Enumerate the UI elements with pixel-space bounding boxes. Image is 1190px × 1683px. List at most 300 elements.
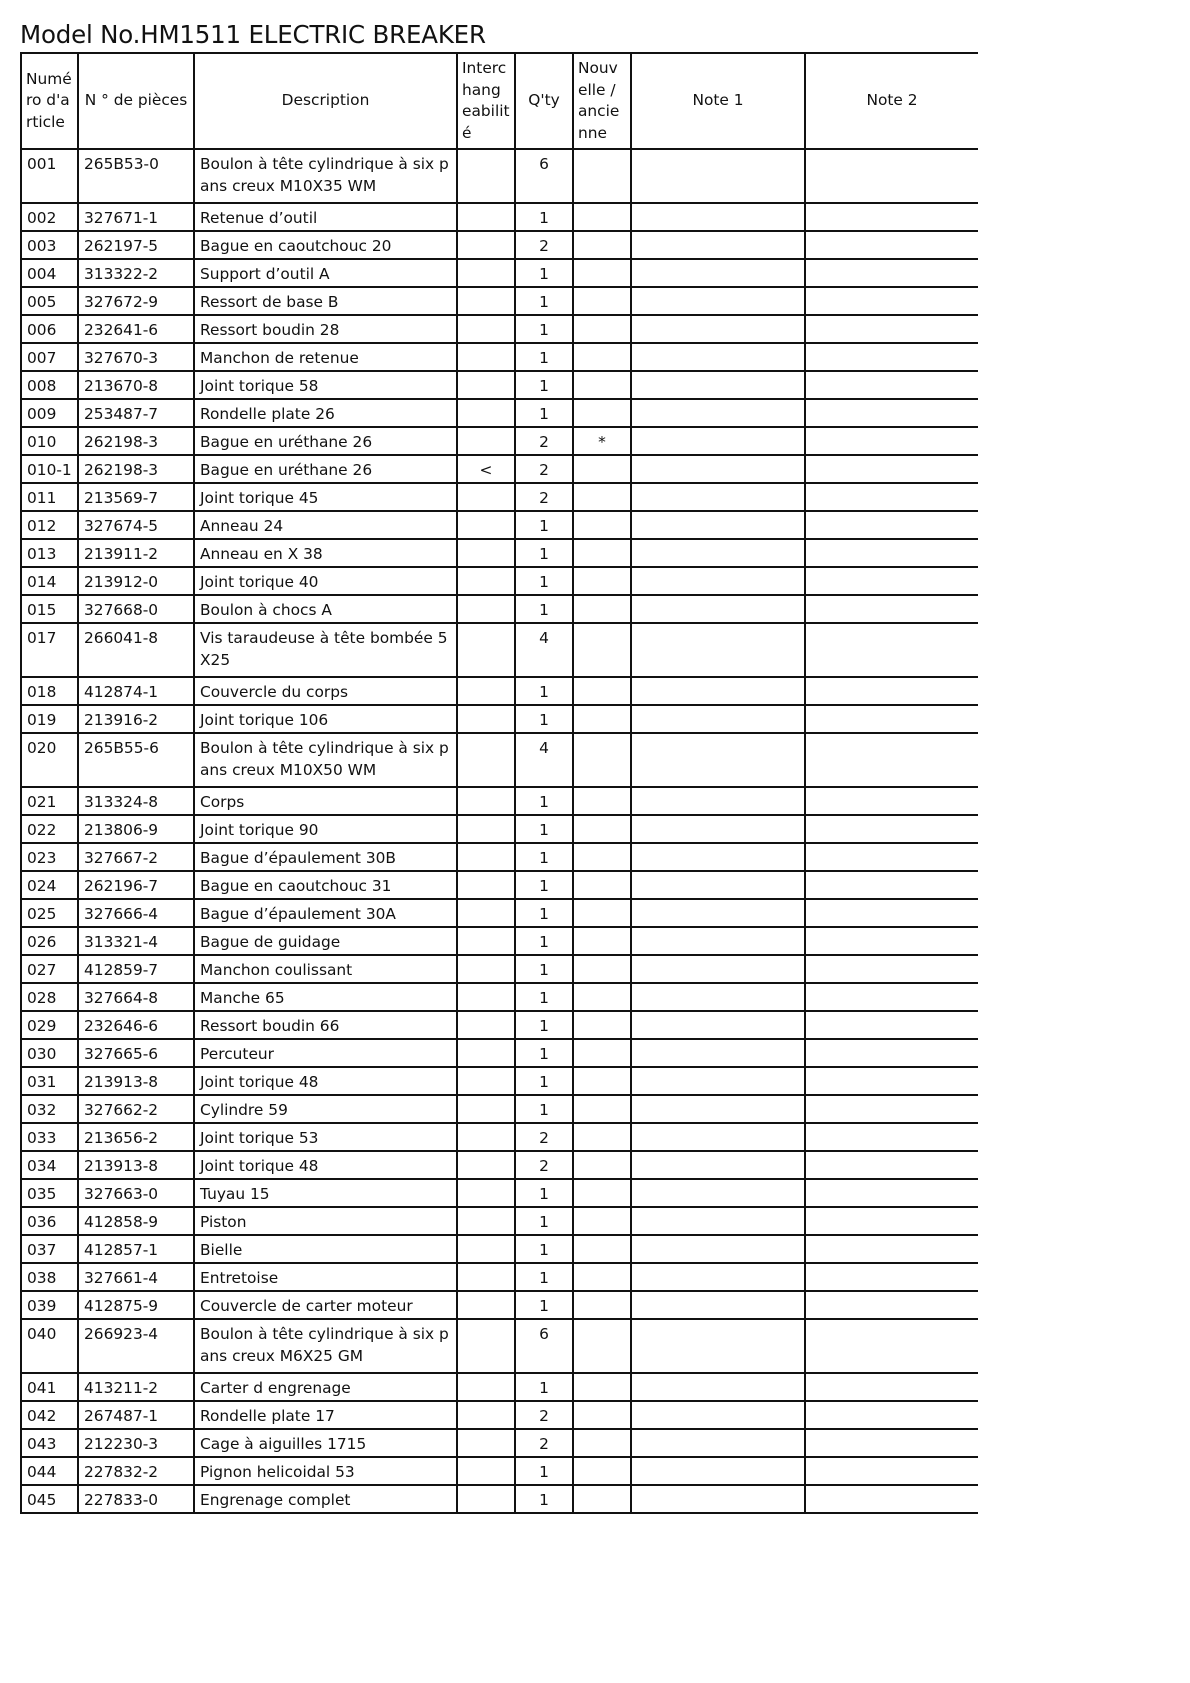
- cell-part-no: 413211-2: [78, 1373, 194, 1401]
- cell-qty: 1: [515, 371, 573, 399]
- cell-qty: 1: [515, 927, 573, 955]
- table-row: [21, 1319, 978, 1373]
- cell-description: Pignon helicoidal 53: [194, 1457, 457, 1485]
- table-row: [21, 259, 978, 287]
- cell-note-2: [805, 815, 978, 843]
- cell-part-no: 262198-3: [78, 427, 194, 455]
- cell-interchangeability: [457, 927, 515, 955]
- cell-note-2: [805, 427, 978, 455]
- cell-note-2: [805, 1095, 978, 1123]
- cell-new-old: [573, 677, 631, 705]
- cell-note-1: [631, 1485, 805, 1513]
- cell-item-no: 004: [21, 259, 78, 287]
- cell-note-1: [631, 1151, 805, 1179]
- cell-note-1: [631, 955, 805, 983]
- cell-new-old: [573, 595, 631, 623]
- cell-interchangeability: [457, 1235, 515, 1263]
- cell-new-old: [573, 1263, 631, 1291]
- cell-part-no: 232646-6: [78, 1011, 194, 1039]
- cell-description: Vis taraudeuse à tête bombée 5X25: [194, 623, 457, 677]
- cell-item-no: 010: [21, 427, 78, 455]
- cell-note-1: [631, 815, 805, 843]
- cell-qty: 1: [515, 511, 573, 539]
- cell-part-no: 212230-3: [78, 1429, 194, 1457]
- cell-part-no: 327668-0: [78, 595, 194, 623]
- cell-interchangeability: [457, 983, 515, 1011]
- cell-new-old: [573, 927, 631, 955]
- cell-item-no: 017: [21, 623, 78, 677]
- cell-part-no: 412859-7: [78, 955, 194, 983]
- cell-qty: 1: [515, 203, 573, 231]
- table-row: [21, 1291, 978, 1319]
- cell-new-old: [573, 1429, 631, 1457]
- cell-note-2: [805, 1235, 978, 1263]
- cell-description: Joint torique 45: [194, 483, 457, 511]
- cell-part-no: 327674-5: [78, 511, 194, 539]
- cell-part-no: 327661-4: [78, 1263, 194, 1291]
- cell-part-no: 412858-9: [78, 1207, 194, 1235]
- table-row: [21, 427, 978, 455]
- cell-part-no: 213913-8: [78, 1151, 194, 1179]
- cell-item-no: 040: [21, 1319, 78, 1373]
- cell-note-2: [805, 455, 978, 483]
- cell-item-no: 042: [21, 1401, 78, 1429]
- cell-interchangeability: [457, 1011, 515, 1039]
- cell-note-2: [805, 787, 978, 815]
- cell-qty: 6: [515, 149, 573, 203]
- parts-table: [20, 52, 978, 1514]
- cell-new-old: [573, 1457, 631, 1485]
- cell-note-2: [805, 1067, 978, 1095]
- cell-description: Engrenage complet: [194, 1485, 457, 1513]
- cell-part-no: 412857-1: [78, 1235, 194, 1263]
- cell-part-no: 213912-0: [78, 567, 194, 595]
- cell-note-2: [805, 539, 978, 567]
- cell-note-1: [631, 343, 805, 371]
- cell-qty: 1: [515, 815, 573, 843]
- cell-note-1: [631, 733, 805, 787]
- cell-new-old: [573, 787, 631, 815]
- cell-item-no: 036: [21, 1207, 78, 1235]
- cell-note-2: [805, 231, 978, 259]
- cell-new-old: [573, 343, 631, 371]
- cell-interchangeability: [457, 343, 515, 371]
- cell-part-no: 266923-4: [78, 1319, 194, 1373]
- cell-interchangeability: [457, 1151, 515, 1179]
- cell-note-2: [805, 259, 978, 287]
- cell-note-2: [805, 343, 978, 371]
- cell-qty: 1: [515, 705, 573, 733]
- cell-qty: 1: [515, 983, 573, 1011]
- cell-new-old: [573, 705, 631, 733]
- cell-part-no: 213670-8: [78, 371, 194, 399]
- cell-interchangeability: [457, 483, 515, 511]
- cell-item-no: 003: [21, 231, 78, 259]
- cell-note-2: [805, 1151, 978, 1179]
- cell-item-no: 008: [21, 371, 78, 399]
- cell-note-1: [631, 539, 805, 567]
- cell-note-2: [805, 1457, 978, 1485]
- cell-new-old: [573, 511, 631, 539]
- cell-new-old: [573, 567, 631, 595]
- cell-note-2: [805, 399, 978, 427]
- cell-interchangeability: [457, 787, 515, 815]
- cell-description: Bague en caoutchouc 20: [194, 231, 457, 259]
- cell-note-1: [631, 1123, 805, 1151]
- cell-item-no: 021: [21, 787, 78, 815]
- table-row: [21, 871, 978, 899]
- cell-new-old: [573, 371, 631, 399]
- cell-item-no: 031: [21, 1067, 78, 1095]
- cell-interchangeability: [457, 1179, 515, 1207]
- cell-new-old: [573, 315, 631, 343]
- table-row: [21, 1401, 978, 1429]
- table-row: [21, 1263, 978, 1291]
- table-row: [21, 1207, 978, 1235]
- table-row: [21, 203, 978, 231]
- cell-note-1: [631, 787, 805, 815]
- table-row: [21, 705, 978, 733]
- cell-part-no: 213913-8: [78, 1067, 194, 1095]
- table-row: [21, 843, 978, 871]
- cell-new-old: [573, 623, 631, 677]
- table-row: [21, 371, 978, 399]
- cell-item-no: 030: [21, 1039, 78, 1067]
- table-row: [21, 623, 978, 677]
- cell-interchangeability: [457, 567, 515, 595]
- cell-interchangeability: [457, 595, 515, 623]
- cell-part-no: 253487-7: [78, 399, 194, 427]
- cell-interchangeability: [457, 1207, 515, 1235]
- table-header-row: [21, 53, 978, 149]
- cell-description: Joint torique 53: [194, 1123, 457, 1151]
- cell-description: Rondelle plate 17: [194, 1401, 457, 1429]
- cell-qty: 1: [515, 343, 573, 371]
- cell-new-old: [573, 983, 631, 1011]
- cell-item-no: 018: [21, 677, 78, 705]
- cell-description: Rondelle plate 26: [194, 399, 457, 427]
- cell-qty: 4: [515, 733, 573, 787]
- cell-note-2: [805, 203, 978, 231]
- cell-interchangeability: [457, 1319, 515, 1373]
- cell-part-no: 265B55-6: [78, 733, 194, 787]
- cell-note-1: [631, 1179, 805, 1207]
- table-row: [21, 983, 978, 1011]
- cell-description: Support d’outil A: [194, 259, 457, 287]
- cell-qty: 1: [515, 1207, 573, 1235]
- table-row: [21, 567, 978, 595]
- cell-interchangeability: [457, 733, 515, 787]
- cell-note-1: [631, 705, 805, 733]
- cell-item-no: 007: [21, 343, 78, 371]
- cell-description: Boulon à chocs A: [194, 595, 457, 623]
- cell-note-1: [631, 315, 805, 343]
- cell-item-no: 044: [21, 1457, 78, 1485]
- cell-qty: 2: [515, 231, 573, 259]
- cell-note-1: [631, 483, 805, 511]
- cell-interchangeability: [457, 623, 515, 677]
- cell-interchangeability: [457, 427, 515, 455]
- cell-note-1: [631, 1067, 805, 1095]
- table-row: [21, 483, 978, 511]
- cell-qty: 1: [515, 287, 573, 315]
- cell-note-2: [805, 511, 978, 539]
- cell-description: Manchon coulissant: [194, 955, 457, 983]
- cell-note-1: [631, 1457, 805, 1485]
- cell-interchangeability: [457, 815, 515, 843]
- cell-note-1: [631, 927, 805, 955]
- cell-part-no: 327664-8: [78, 983, 194, 1011]
- cell-description: Entretoise: [194, 1263, 457, 1291]
- cell-description: Manchon de retenue: [194, 343, 457, 371]
- cell-part-no: 213569-7: [78, 483, 194, 511]
- cell-new-old: [573, 843, 631, 871]
- cell-new-old: [573, 1123, 631, 1151]
- cell-interchangeability: [457, 371, 515, 399]
- cell-part-no: 227833-0: [78, 1485, 194, 1513]
- cell-new-old: [573, 203, 631, 231]
- cell-description: Corps: [194, 787, 457, 815]
- cell-qty: 4: [515, 623, 573, 677]
- cell-item-no: 039: [21, 1291, 78, 1319]
- header-new-old: Nouvelle / ancienne: [573, 53, 631, 149]
- cell-part-no: 262198-3: [78, 455, 194, 483]
- cell-new-old: [573, 1179, 631, 1207]
- cell-new-old: [573, 899, 631, 927]
- cell-description: Couvercle du corps: [194, 677, 457, 705]
- document-title: Model No.HM1511 ELECTRIC BREAKER: [20, 20, 486, 49]
- cell-interchangeability: [457, 539, 515, 567]
- cell-part-no: 327670-3: [78, 343, 194, 371]
- cell-item-no: 026: [21, 927, 78, 955]
- cell-note-1: [631, 427, 805, 455]
- cell-qty: 2: [515, 1401, 573, 1429]
- cell-interchangeability: <: [457, 455, 515, 483]
- cell-note-2: [805, 843, 978, 871]
- cell-interchangeability: [457, 1485, 515, 1513]
- cell-note-1: [631, 1095, 805, 1123]
- cell-new-old: [573, 1401, 631, 1429]
- cell-part-no: 313324-8: [78, 787, 194, 815]
- cell-part-no: 213916-2: [78, 705, 194, 733]
- cell-note-1: [631, 511, 805, 539]
- cell-note-2: [805, 1011, 978, 1039]
- cell-interchangeability: [457, 677, 515, 705]
- cell-item-no: 032: [21, 1095, 78, 1123]
- cell-description: Bague en caoutchouc 31: [194, 871, 457, 899]
- table-row: [21, 1011, 978, 1039]
- cell-note-1: [631, 231, 805, 259]
- cell-note-1: [631, 1039, 805, 1067]
- cell-part-no: 232641-6: [78, 315, 194, 343]
- cell-interchangeability: [457, 1067, 515, 1095]
- cell-qty: 1: [515, 1485, 573, 1513]
- cell-item-no: 011: [21, 483, 78, 511]
- cell-interchangeability: [457, 871, 515, 899]
- cell-note-2: [805, 149, 978, 203]
- table-row: [21, 1151, 978, 1179]
- table-row: [21, 1429, 978, 1457]
- cell-part-no: 213806-9: [78, 815, 194, 843]
- cell-new-old: [573, 871, 631, 899]
- cell-interchangeability: [457, 1401, 515, 1429]
- cell-description: Anneau 24: [194, 511, 457, 539]
- cell-note-1: [631, 843, 805, 871]
- cell-interchangeability: [457, 287, 515, 315]
- cell-interchangeability: [457, 1095, 515, 1123]
- cell-interchangeability: [457, 1039, 515, 1067]
- cell-interchangeability: [457, 259, 515, 287]
- cell-qty: 1: [515, 677, 573, 705]
- cell-note-2: [805, 871, 978, 899]
- cell-interchangeability: [457, 231, 515, 259]
- cell-note-1: [631, 1291, 805, 1319]
- cell-note-2: [805, 567, 978, 595]
- cell-new-old: [573, 149, 631, 203]
- cell-item-no: 022: [21, 815, 78, 843]
- cell-new-old: [573, 455, 631, 483]
- cell-new-old: [573, 1151, 631, 1179]
- cell-part-no: 313321-4: [78, 927, 194, 955]
- cell-part-no: 327663-0: [78, 1179, 194, 1207]
- cell-part-no: 327667-2: [78, 843, 194, 871]
- cell-item-no: 023: [21, 843, 78, 871]
- cell-note-2: [805, 705, 978, 733]
- cell-qty: 1: [515, 1291, 573, 1319]
- table-row: [21, 815, 978, 843]
- cell-note-1: [631, 1319, 805, 1373]
- cell-note-2: [805, 287, 978, 315]
- table-row: [21, 1179, 978, 1207]
- cell-interchangeability: [457, 1373, 515, 1401]
- cell-new-old: [573, 1207, 631, 1235]
- cell-note-2: [805, 1039, 978, 1067]
- cell-part-no: 262196-7: [78, 871, 194, 899]
- cell-qty: 1: [515, 1067, 573, 1095]
- cell-note-2: [805, 677, 978, 705]
- cell-note-2: [805, 1319, 978, 1373]
- cell-description: Joint torique 48: [194, 1067, 457, 1095]
- cell-note-2: [805, 1207, 978, 1235]
- cell-interchangeability: [457, 705, 515, 733]
- cell-description: Manche 65: [194, 983, 457, 1011]
- cell-qty: 1: [515, 1179, 573, 1207]
- cell-new-old: [573, 1485, 631, 1513]
- cell-item-no: 027: [21, 955, 78, 983]
- header-interchangeability: Interchangeabilité: [457, 53, 515, 149]
- cell-part-no: 262197-5: [78, 231, 194, 259]
- cell-item-no: 029: [21, 1011, 78, 1039]
- cell-new-old: [573, 733, 631, 787]
- cell-note-2: [805, 1485, 978, 1513]
- cell-part-no: 213656-2: [78, 1123, 194, 1151]
- cell-description: Bague d’épaulement 30B: [194, 843, 457, 871]
- table-row: [21, 1123, 978, 1151]
- cell-part-no: 227832-2: [78, 1457, 194, 1485]
- table-row: [21, 343, 978, 371]
- table-row: [21, 927, 978, 955]
- cell-interchangeability: [457, 315, 515, 343]
- cell-description: Bague en uréthane 26: [194, 455, 457, 483]
- cell-item-no: 006: [21, 315, 78, 343]
- table-row: [21, 511, 978, 539]
- cell-new-old: [573, 539, 631, 567]
- cell-note-2: [805, 1401, 978, 1429]
- cell-note-2: [805, 595, 978, 623]
- cell-item-no: 020: [21, 733, 78, 787]
- cell-note-1: [631, 1373, 805, 1401]
- header-note-1: Note 1: [631, 53, 805, 149]
- cell-qty: 1: [515, 871, 573, 899]
- table-row: [21, 787, 978, 815]
- cell-note-1: [631, 567, 805, 595]
- cell-item-no: 033: [21, 1123, 78, 1151]
- cell-description: Boulon à tête cylindrique à six pans creux M10X50 WM: [194, 733, 457, 787]
- cell-qty: 1: [515, 843, 573, 871]
- cell-new-old: [573, 1067, 631, 1095]
- cell-note-2: [805, 1291, 978, 1319]
- cell-qty: 2: [515, 427, 573, 455]
- header-description: Description: [194, 53, 457, 149]
- cell-description: Bague d’épaulement 30A: [194, 899, 457, 927]
- cell-new-old: [573, 399, 631, 427]
- cell-note-2: [805, 623, 978, 677]
- cell-note-1: [631, 1263, 805, 1291]
- cell-note-2: [805, 983, 978, 1011]
- cell-part-no: 412875-9: [78, 1291, 194, 1319]
- table-row: [21, 733, 978, 787]
- cell-qty: 2: [515, 455, 573, 483]
- cell-item-no: 041: [21, 1373, 78, 1401]
- cell-qty: 6: [515, 1319, 573, 1373]
- cell-item-no: 045: [21, 1485, 78, 1513]
- cell-note-1: [631, 595, 805, 623]
- table-row: [21, 455, 978, 483]
- table-row: [21, 1039, 978, 1067]
- table-row: [21, 1235, 978, 1263]
- cell-description: Joint torique 90: [194, 815, 457, 843]
- cell-qty: 2: [515, 1123, 573, 1151]
- header-qty: Q'ty: [515, 53, 573, 149]
- table-body: [21, 149, 978, 1513]
- cell-qty: 1: [515, 787, 573, 815]
- table-row: [21, 315, 978, 343]
- cell-item-no: 019: [21, 705, 78, 733]
- cell-description: Couvercle de carter moteur: [194, 1291, 457, 1319]
- cell-item-no: 005: [21, 287, 78, 315]
- cell-note-1: [631, 259, 805, 287]
- cell-note-1: [631, 455, 805, 483]
- cell-qty: 1: [515, 567, 573, 595]
- cell-note-2: [805, 733, 978, 787]
- cell-qty: 1: [515, 1457, 573, 1485]
- cell-item-no: 034: [21, 1151, 78, 1179]
- cell-new-old: [573, 1095, 631, 1123]
- cell-item-no: 009: [21, 399, 78, 427]
- table-row: [21, 1067, 978, 1095]
- cell-new-old: [573, 231, 631, 259]
- cell-qty: 2: [515, 483, 573, 511]
- cell-item-no: 037: [21, 1235, 78, 1263]
- cell-item-no: 035: [21, 1179, 78, 1207]
- table-row: [21, 595, 978, 623]
- cell-note-1: [631, 149, 805, 203]
- cell-item-no: 010-1: [21, 455, 78, 483]
- cell-new-old: [573, 1373, 631, 1401]
- cell-qty: 1: [515, 595, 573, 623]
- cell-qty: 1: [515, 399, 573, 427]
- cell-description: Anneau en X 38: [194, 539, 457, 567]
